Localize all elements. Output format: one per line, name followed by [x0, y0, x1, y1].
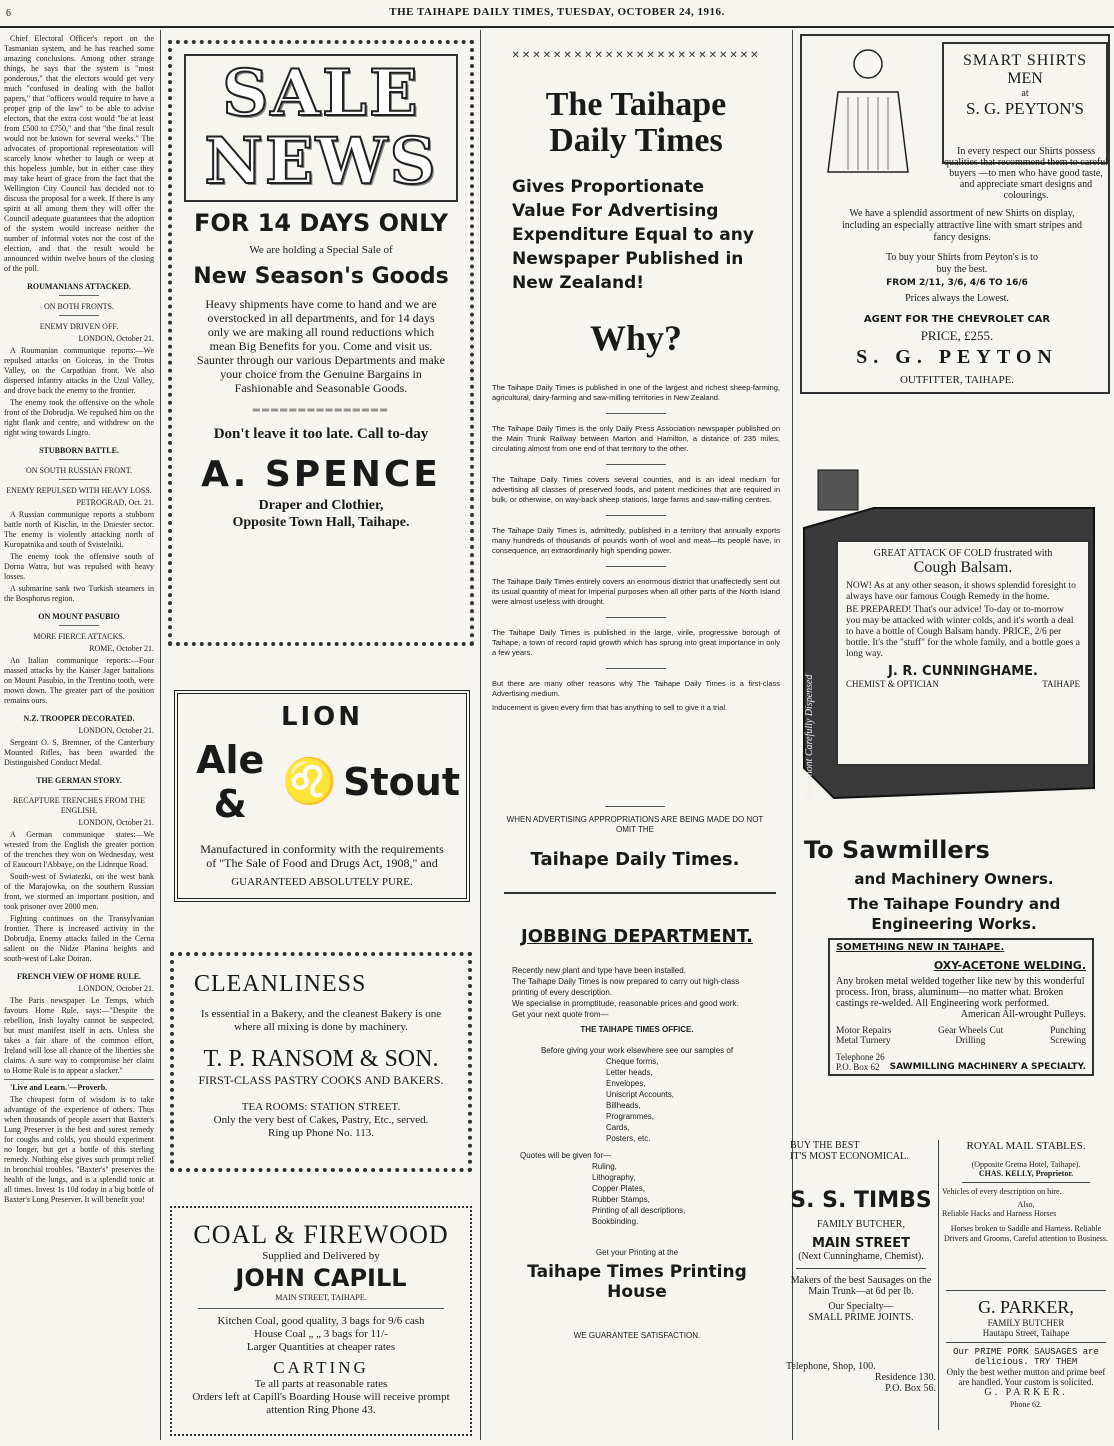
peyton-t2: MEN [1007, 70, 1043, 87]
carting-title: CARTING [273, 1358, 369, 1377]
lion-title: LION [280, 702, 364, 732]
ransom-name: T. P. RANSOM & SON. [203, 1046, 439, 1072]
carting-line1: Te all parts at reasonable rates [254, 1378, 388, 1390]
coal-sub: Supplied and Delivered by [262, 1250, 380, 1262]
article-subhead: ON BOTH FRONTS. [43, 302, 114, 311]
ornament-divider: ✕✕✕✕✕✕✕✕✕✕✕✕✕✕✕✕✕✕✕✕✕✕✕✕ [511, 50, 761, 61]
ransom-line: Only the very best of Cakes, Pastry, Etc., served. [213, 1114, 429, 1126]
bottle-label: Rosemont Carefully Dispensed [804, 674, 815, 798]
article-subhead: RECAPTURE TRENCHES FROM THE ENGLISH. [13, 796, 145, 815]
stables-l1: Vehicles of every description on hire. [942, 1187, 1062, 1196]
times-paragraph: But there are many other reasons why The Taihape Daily Times is a first-class Advertising medium. [492, 679, 780, 698]
ransom-bakery-ad [170, 952, 472, 1172]
saw-spec: SAWMILLING MACHINERY A SPECIALTY. [889, 1062, 1086, 1072]
chemist-role: CHEMIST & OPTICIAN [846, 679, 939, 689]
times-paragraph: The Taihape Daily Times is published in one of the largest and richest sheep-farming, agricultural, dairy-farming and saw-milling territories in New Zealand. [492, 383, 780, 402]
timbs-res: Residence 130. [874, 1372, 936, 1383]
stables-opp: (Opposite Gretna Hotel, Taihape). [971, 1160, 1081, 1169]
dateline: PETROGRAD, Oct. 21. [76, 498, 154, 507]
stout-label: Stout [343, 760, 460, 804]
quote-item: Copper Plates, [592, 1184, 645, 1193]
quote-item: Bookbinding. [592, 1217, 639, 1226]
times-name: Taihape Daily Times. [530, 849, 740, 870]
parker-sig: G. PARKER. [984, 1387, 1068, 1398]
lion-ale-ad [174, 690, 470, 902]
saw-body: Any broken metal welded together like new by this wonderful process. Iron, brass, aluminum—no matter what. Broken castings re-welded. All Engineering work performed. [836, 976, 1085, 1009]
masthead-bar [0, 0, 1114, 28]
jobbing-line: Recently new plant and type have been installed. [512, 966, 686, 975]
quote-item: Printing of all descriptions, [592, 1206, 686, 1215]
article-headline: ROUMANIANS ATTACKED. [27, 282, 131, 291]
jobbing-ad [496, 926, 778, 1386]
spence-trade: Draper and Clothier, [258, 498, 384, 513]
news-word: NEWS [204, 124, 438, 199]
article-headline: STUBBORN BATTLE. [39, 446, 119, 455]
dateline: LONDON, October 21. [78, 334, 154, 343]
article-paragraph: The Paris newspaper Le Temps, which favours Home Rule, says:—"Despite the rebellion, Irish loyalty cannot be suspected, but must manifest itself in acts. Unless she takes a fair share of the common effort, Ireland will lose all chance of the liberties she claims. A sure way to compromise her claim to Home Rule is to appear a slacker." [4, 996, 154, 1075]
cough-p1: NOW! As at any other season, it shows splendid foresight to always have our famous Cough Remedy in the home. [846, 581, 1076, 602]
column-rule [160, 30, 161, 1440]
article-paragraph: South-west of Swiatezki, on the west bank of the Marajowka, on the southern Russian front, we stormed an important position, and took prisoner over 2000 men. [4, 872, 154, 911]
jobbing-title: JOBBING DEPARTMENT. [521, 926, 753, 947]
article-headline: FRENCH VIEW OF HOME RULE. [16, 972, 142, 981]
article-subhead: MORE FIERCE ATTACKS. [33, 632, 125, 641]
jobbing-line: The Taihape Daily Times is now prepared to carry out high-class printing of every description. [512, 977, 740, 997]
clean-title: CLEANLINESS [194, 971, 367, 997]
timbs-street: MAIN STREET [811, 1236, 911, 1251]
peyton-p1: In every respect our Shirts possess qualities that recommend them to careful buyers —to men who have good taste, and appreciate smart designs and colourings. [943, 146, 1109, 201]
article-subhead: ENEMY REPULSED WITH HEAVY LOSS. [6, 486, 152, 495]
capill-name: JOHN CAPILL [235, 1264, 407, 1292]
divider [504, 892, 776, 894]
timbs-buy: BUY THE BEST [790, 1140, 860, 1151]
jobbing-before: Before giving your work elsewhere see our samples of [540, 1046, 734, 1055]
times-title-2: Daily Times [549, 122, 723, 159]
article-paragraph: A Russian communique reports a stubborn battle north of Kisclin, in the Dniester sector. The enemy is violently attacking north of Kuropatnika and south of Svistelniki. [4, 510, 154, 549]
sale-word: SALE [222, 56, 420, 131]
ornament-divider: ═══════════════ [252, 405, 390, 416]
timbs-box: P.O. Box 56. [885, 1383, 936, 1394]
article-headline: THE GERMAN STORY. [36, 776, 122, 785]
jobbing-get: Get your Printing at the [595, 1248, 679, 1257]
coal-house: House Coal „ „ 3 bags for 11/- [254, 1328, 388, 1340]
times-paragraph: The Taihape Daily Times is published in the large, virile, progressive borough of Taihape, a town of record rapid growth which has sprung into great importance in only a few years. [492, 628, 780, 657]
quote-item: Ruling, [592, 1162, 617, 1171]
lion-guarantee: GUARANTEED ABSOLUTELY PURE. [231, 876, 413, 888]
article-paragraph: Sergeant O. S. Bremner, of the Canterbury Mounted Rifles, has been awarded the Distinguished Conduct Medal. [4, 738, 154, 767]
sample-item: Letter heads, [606, 1068, 653, 1077]
printing-house: Taihape Times Printing House [527, 1262, 747, 1302]
parker-phone: Phone 62. [1010, 1400, 1042, 1409]
jobbing-line: We specialise in promptitude, reasonable prices and good work. [512, 999, 739, 1008]
ransom-trade: FIRST-CLASS PASTRY COOKS AND BAKERS. [198, 1073, 444, 1087]
times-when: WHEN ADVERTISING APPROPRIATIONS ARE BEING MADE DO NOT OMIT THE [506, 815, 764, 834]
coal-larger: Larger Quantities at cheaper rates [246, 1341, 396, 1353]
article-paragraph: A submarine sank two Turkish steamers in the Bosphorus region. [4, 584, 154, 603]
ransom-tea: TEA ROOMS: STATION STREET. [241, 1101, 401, 1113]
jobbing-line: Get your next quote from— [512, 1010, 609, 1019]
stables-l3: Reliable Hacks and Harness Horses [942, 1209, 1057, 1218]
article-paragraph: The enemy took the offensive on the whole front of the Dobrudja. We repulsed him on the right flank and centre, and withdrew on the right wing towards Lingro. [4, 398, 154, 437]
article-headline: N.Z. TROOPER DECORATED. [23, 714, 135, 723]
lion-body: Manufactured in conformity with the requirements of "The Sale of Food and Drugs Act, 1908," and [200, 842, 444, 870]
page-number: 6 [6, 8, 11, 19]
quote-item: Rubber Stamps, [592, 1195, 650, 1204]
sale-holding: We are holding a Special Sale of [249, 244, 393, 256]
article-headline: 'Live and Learn.'—Proverb. [10, 1083, 108, 1092]
ransom-phone: Ring up Phone No. 113. [268, 1127, 374, 1139]
cough-label-box [836, 540, 1090, 766]
dateline: LONDON, October 21. [78, 984, 154, 993]
timbs-tel: Telephone, Shop, 100. [786, 1361, 876, 1372]
parker-ad [942, 1290, 1110, 1440]
times-advert [486, 44, 786, 712]
peyton-ad [800, 34, 1110, 394]
article-paragraph: The enemy took the offensive south of Dorna Watra, but was repulsed with heavy losses. [4, 552, 154, 581]
article-paragraph: The cheapest form of wisdom is to take advantage of the experience of others. Thus when thousands of people assert that Baxter's Lung Preserver is the best and surest remedy for coughs and colds, you should experiment no longer, but get a bottle of this sterling remedy. Nothing else gives such prompt relief in bronchial troubles. "Baxter's" preserves the health of the lungs, and is a splendid tonic at all times. Invest 1s 10d today in a big bottle of Baxter's Lung Preserver. It will benefit you! [4, 1095, 154, 1204]
stables-ad [942, 1140, 1110, 1280]
peyton-p3: To buy your Shirts from Peyton's is to buy the best. [886, 252, 1038, 275]
article-paragraph: Chief Electoral Officer's report on the Tasmanian system, and he has reached some amazing conclusions. Among other strange things, he says that the system is "most ponderous," that the electors would get very much "confused in dealing with the ballot papers," that "officers would require to have a proper grip of the law" to be able to advise electors, that the extra cost would "be at least from £500 to £750," and that "the final result would not be known for several weeks." The advocates of proportional representation will scarcely know whether to laugh or weep at this hopeless jumble, but in either case they may take heart of grace from the fact that the Wellington City Council has decided not to discuss the proposal for a week. If there is any spirit at all among them they will offer the Council adequate guarantees that the adoption of the system would increase neither the number of informal votes nor the cost of the election, and that the result would be announced within twelve hours of the closing of the poll. [4, 34, 154, 273]
sample-item: Envelopes, [606, 1079, 646, 1088]
saw-new: SOMETHING NEW IN TAIHAPE. [836, 942, 1005, 953]
service-item: Screwing [1050, 1036, 1086, 1046]
timbs-name: S. S. TIMBS [790, 1188, 932, 1213]
sample-item: Billheads, [606, 1101, 641, 1110]
timbs-joints: SMALL PRIME JOINTS. [808, 1312, 914, 1323]
peyton-t1: SMART SHIRTS [962, 52, 1088, 69]
article-headline: ON MOUNT PASUBIO [38, 612, 120, 621]
timbs-spec: Our Specialty— [828, 1301, 894, 1312]
jobbing-guarantee: WE GUARANTEE SATISFACTION. [573, 1331, 701, 1340]
article-paragraph: An Italian communique reports:—Four massed attacks by the Kaiser Jager battalions on Mount Pasubio, in the Trentino tooth, were mown down. The greater part of the position remains ours. [4, 656, 154, 705]
ale-label: Ale & [196, 738, 265, 826]
times-why: Why? [589, 318, 683, 358]
saw-tel: Telephone 26 [836, 1052, 885, 1062]
saw-title: To Sawmillers [804, 836, 990, 864]
chemist-place: TAIHAPE [1042, 679, 1080, 689]
times-paragraph: The Taihape Daily Times covers several counties, and is an ideal medium for advertising all classes of preserved foods, and patent medicines that are required in bulk, or otherwise, on way-back sheep stations, large farms and saw-milling centres. [492, 475, 780, 504]
sample-item: Uniscript Accounts, [606, 1090, 675, 1099]
sale-news-ad [168, 40, 474, 646]
sale-days: FOR 14 DAYS ONLY [193, 209, 449, 237]
column-rule [938, 1140, 939, 1430]
parker-street: Hautapu Street, Taihape [982, 1328, 1070, 1338]
timbs-next: (Next Cunninghame, Chemist). [798, 1251, 924, 1262]
spence-name: A. SPENCE [201, 454, 441, 495]
timbs-ad [786, 1140, 936, 1430]
capill-coal-ad [170, 1206, 472, 1436]
article-paragraph: Fighting continues on the Transylvanian frontier. There is increased activity in the Dobrudja. Enemy attacks failed in the Cerna salient on the Nidze Planina heights and south-west of Lake Doiran. [4, 914, 154, 963]
peyton-t4: S. G. PEYTON'S [966, 99, 1084, 118]
spence-address: Opposite Town Hall, Taihape. [232, 515, 410, 530]
sample-item: Posters, etc. [606, 1134, 651, 1143]
stables-title: ROYAL MAIL STABLES. [966, 1140, 1086, 1152]
cough-head: GREAT ATTACK OF COLD frustrated with [873, 548, 1053, 559]
sale-body: Heavy shipments have come to hand and we are overstocked in all departments, and for 14 days only we are making all round reductions which mean Big Benefits for you. Come and visit us. Saunter through our various Departments and make your choice from the Genuine Bargains in Fashionable and Seasonable Goods. [197, 297, 445, 395]
cough-balsam-ad [794, 468, 1110, 808]
chemist-name: J. R. CUNNINGHAME. [888, 664, 1038, 679]
cough-name: Cough Balsam. [913, 559, 1013, 576]
column-rule [480, 30, 481, 1440]
page-title: THE TAIHAPE DAILY TIMES, TUESDAY, OCTOBER 24, 1916. [389, 6, 725, 18]
article-paragraph: A German communique states:—We wrested from the English the greater portion of the trenches they won on Wednesday, west of Eaucourt l'Abbaye, on the Lidnrque Road. [4, 830, 154, 869]
timbs-trade: FAMILY BUTCHER, [817, 1219, 905, 1230]
times-paragraph: The Taihape Daily Times entirely covers an enormous district that unaffectedly sent out its usual quantity of meat for Imperial purposes when all other parts of the North Island were almost useless with drought. [492, 577, 780, 606]
times-reminder [500, 806, 770, 870]
jobbing-quotes: Quotes will be given for— [520, 1151, 612, 1160]
service-item: Metal Turnery [836, 1036, 891, 1046]
saw-sub: and Machinery Owners. [854, 870, 1054, 888]
article-subhead: ENEMY DRIVEN OFF. [39, 322, 119, 331]
sample-item: Cards, [606, 1123, 630, 1132]
stables-l2: Also, [1017, 1200, 1035, 1209]
service-item: Drilling [955, 1036, 986, 1046]
times-paragraph: Inducement is given every firm that has anything to sell to give it a trial. [492, 703, 728, 712]
coal-title: COAL & FIREWOOD [193, 1220, 449, 1249]
peyton-agent: AGENT FOR THE CHEVROLET CAR [863, 314, 1051, 325]
shirt-man-icon [808, 42, 938, 182]
peyton-outfitter: OUTFITTER, TAIHAPE. [899, 374, 1015, 386]
sale-title-box [184, 54, 458, 202]
cough-p2: BE PREPARED! That's our advice! To-day or to-morrow you may be attacked with winter colds, and it's worth a deal to have a bottle of Cough Balsam handy. PRICE, 2/6 per bottle. It's the "stuff" for the whole family, and a bottle goes a long way. [846, 605, 1080, 659]
parker-l1: Our PRIME PORK SAUSAGES are delicious. TRY THEM [953, 1347, 1099, 1367]
clean-body: Is essential in a Bakery, and the cleanest Bakery is one where all mixing is done by machinery. [200, 1008, 442, 1033]
peyton-p2: We have a splendid assortment of new Shirts on display, including an especially attractive line with smart stripes and fancy designs. [842, 208, 1082, 243]
timbs-econ: IT'S MOST ECONOMICAL. [790, 1151, 909, 1162]
peyton-lowest: Prices always the Lowest. [905, 293, 1009, 304]
times-paragraph: The Taihape Daily Times is the only Daily Press Association newspaper published on the Main Trunk Railway between Marton and Hamilton, a distance of 235 miles, circulating almost from one end of that territory to the other. [492, 424, 780, 453]
article-paragraph: A Roumanian communique reports:—We repulsed attacks on Goiceas, in the Trotus Valley, on the Carpathian front. We also dispersed infantry attacks in the Uzul Valley, and drove back the enemy to the frontier. [4, 346, 154, 395]
jobbing-office: THE TAIHAPE TIMES OFFICE. [580, 1025, 694, 1034]
stables-owner: CHAS. KELLY, Proprietor. [978, 1169, 1074, 1178]
carting-line2: Orders left at Capill's Boarding House will receive prompt attention Ring Phone 43. [192, 1391, 450, 1416]
capill-street: MAIN STREET, TAIHAPE. [275, 1293, 367, 1302]
parker-name: G. PARKER, [978, 1297, 1074, 1317]
peyton-price: PRICE, £255. [920, 328, 994, 343]
saw-pulleys: American All-wrought Pulleys. [960, 1009, 1086, 1020]
service-item: Motor Repairs [836, 1026, 892, 1036]
coal-kitchen: Kitchen Coal, good quality, 3 bags for 9/6 cash [217, 1315, 425, 1327]
article-subhead: ON SOUTH RUSSIAN FRONT. [25, 466, 133, 475]
dateline: ROME, October 21. [89, 644, 154, 653]
peyton-name: S. G. PEYTON [856, 346, 1058, 368]
news-column [4, 34, 154, 1440]
lion-icon: ♌ [282, 757, 338, 806]
sample-item: Programmes, [606, 1112, 655, 1121]
saw-oxy: OXY-ACETONE WELDING. [933, 959, 1086, 972]
times-lead: Gives Proportionate Value For Advertising Expenditure Equal to any Newspaper Published in New Zealand! [512, 177, 754, 293]
times-paragraph: The Taihape Daily Times is, admittedly, published in a territory that annually exports many hundreds of thousands of pounds worth of wool and meat—its people have, in consequence, an extraordinarily high spending power. [492, 526, 780, 555]
service-item: Punching [1050, 1026, 1086, 1036]
dateline: LONDON, October 21. [78, 726, 154, 735]
sale-cta: Don't leave it too late. Call to-day [213, 426, 429, 442]
timbs-makers: Makers of the best Sausages on the Main Trunk—at 6d per lb. [790, 1275, 932, 1297]
dateline: LONDON, October 21. [78, 818, 154, 827]
peyton-prices: FROM 2/11, 3/6, 4/6 TO 16/6 [886, 278, 1028, 288]
foundry-name: The Taihape Foundry and Engineering Works. [847, 895, 1061, 933]
parker-l2: Only the best wether mutton and prime beef are handled. Your custom is solicited. [946, 1367, 1106, 1387]
times-title-1: The Taihape [545, 86, 727, 123]
peyton-t3: at [1021, 88, 1029, 99]
sample-item: Cheque forms, [606, 1057, 659, 1066]
parker-trade: FAMILY BUTCHER [987, 1318, 1065, 1328]
quote-item: Lithography, [592, 1173, 636, 1182]
sale-goods: New Season's Goods [193, 264, 449, 289]
service-item: Gear Wheels Cut [938, 1026, 1004, 1036]
stables-l4: Horses broken to Saddle and Harness. Reliable Drivers and Grooms. Careful attention to Business. [944, 1224, 1108, 1243]
foundry-ad [804, 836, 1104, 1116]
saw-box: P.O. Box 62 [836, 1062, 880, 1072]
